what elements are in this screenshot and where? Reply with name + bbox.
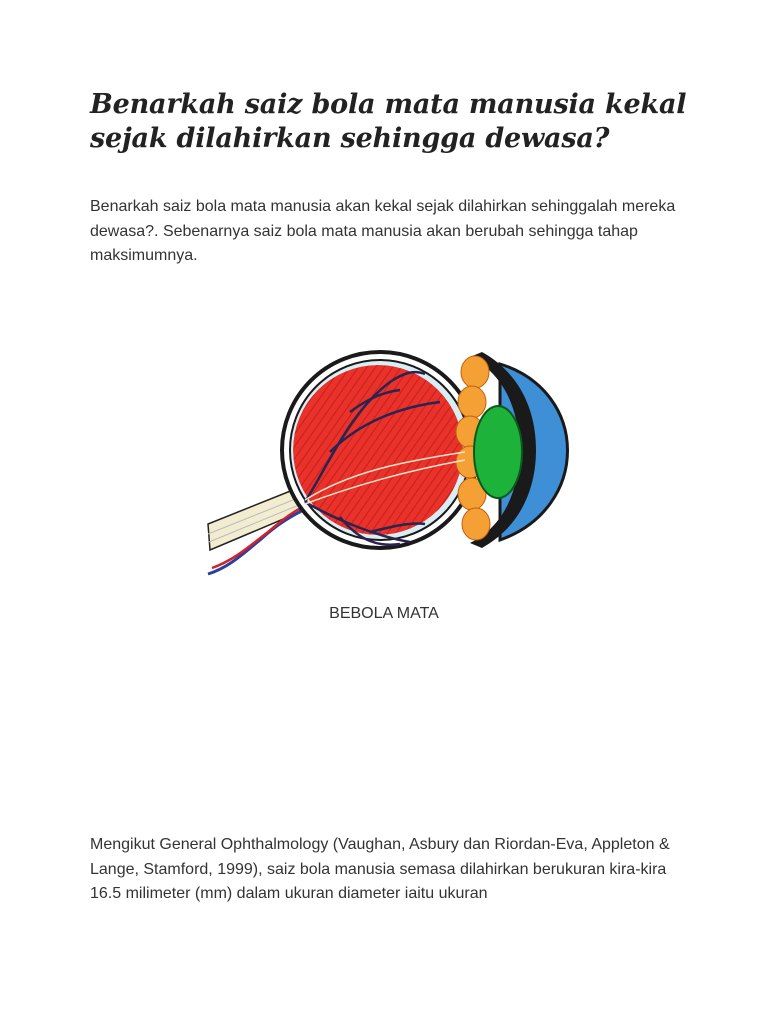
lens	[474, 406, 522, 498]
intro-paragraph: Benarkah saiz bola mata manusia akan kekal sejak dilahirkan sehinggalah mereka dewasa?. Sebenarnya saiz bola mata manusia akan berubah sehingga tahap maksimumnya.	[90, 198, 676, 264]
figure-caption: BEBOLA MATA	[329, 605, 439, 622]
article-title: Benarkah saiz bola mata manusia kekal sejak dilahirkan sehingga dewasa?	[90, 89, 687, 154]
body-paragraph: Mengikut General Ophthalmology (Vaughan, Asbury dan Riordan-Eva, Appleton & Lange, Stamford, 1999), saiz bola manusia semasa dilahirkan berukuran kira-kira 16.5 milimeter (mm) dalam ukuran diameter iaitu ukuran	[90, 836, 670, 902]
eyeball-diagram	[200, 312, 580, 582]
